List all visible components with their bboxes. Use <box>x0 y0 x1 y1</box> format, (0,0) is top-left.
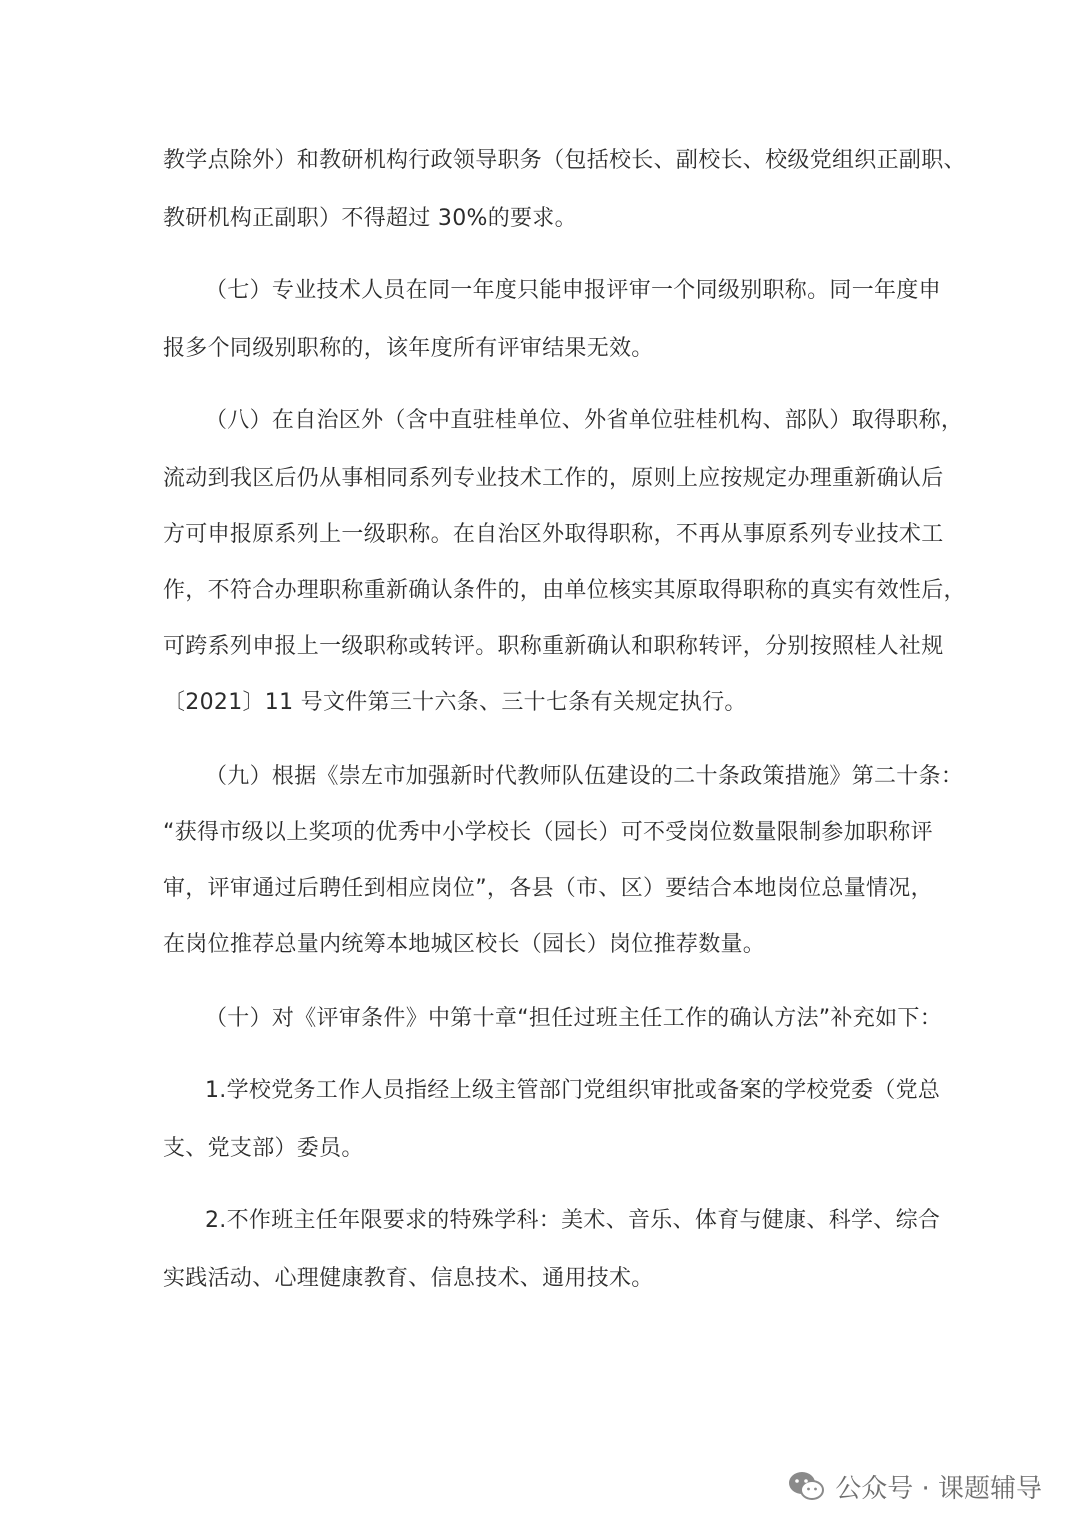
text-line-17: 支、党支部）委员。 <box>163 1136 364 1161</box>
text-line-10: 〔2021〕11 号文件第三十六条、三十七条有关规定执行。 <box>163 690 747 715</box>
text-line-13: 审，评审通过后聘任到相应岗位”，各县（市、区）要结合本地岗位总量情况， <box>163 876 933 901</box>
watermark <box>787 1466 1042 1506</box>
wechat-icon <box>787 1470 825 1502</box>
text-line-18: 2.不作班主任年限要求的特殊学科：美术、音乐、体育与健康、科学、综合 <box>205 1208 941 1233</box>
text-line-4: 报多个同级别职称的，该年度所有评审结果无效。 <box>163 336 654 361</box>
text-line-7: 方可申报原系列上一级职称。在自治区外取得职称，不再从事原系列专业技术工 <box>163 522 944 547</box>
text-line-6: 流动到我区后仍从事相同系列专业技术工作的，原则上应按规定办理重新确认后 <box>163 466 944 491</box>
text-line-12: “获得市级以上奖项的优秀中小学校长（园长）可不受岗位数量限制参加职称评 <box>163 820 933 845</box>
text-line-2: 教研机构正副职）不得超过 30%的要求。 <box>163 206 577 231</box>
text-line-1: 教学点除外）和教研机构行政领导职务（包括校长、副校长、校级党组织正副职、 <box>163 148 966 173</box>
text-line-9: 可跨系列申报上一级职称或转评。职称重新确认和职称转评，分别按照桂人社规 <box>163 634 944 659</box>
text-line-15: （十）对《评审条件》中第十章“担任过班主任工作的确认方法”补充如下： <box>205 1006 942 1031</box>
text-line-5: （八）在自治区外（含中直驻桂单位、外省单位驻桂机构、部队）取得职称， <box>205 408 964 433</box>
text-line-3: （七）专业技术人员在同一年度只能申报评审一个同级别职称。同一年度申 <box>205 278 941 303</box>
text-line-19: 实践活动、心理健康教育、信息技术、通用技术。 <box>163 1266 654 1291</box>
text-line-14: 在岗位推荐总量内统筹本地城区校长（园长）岗位推荐数量。 <box>163 932 766 957</box>
text-line-16: 1.学校党务工作人员指经上级主管部门党组织审批或备案的学校党委（党总 <box>205 1078 941 1103</box>
text-line-11: （九）根据《崇左市加强新时代教师队伍建设的二十条政策措施》第二十条： <box>205 764 964 789</box>
text-line-8: 作，不符合办理职称重新确认条件的，由单位核实其原取得职称的真实有效性后， <box>163 578 966 603</box>
watermark-text: 公众号 · 课题辅导 <box>835 1473 1042 1504</box>
